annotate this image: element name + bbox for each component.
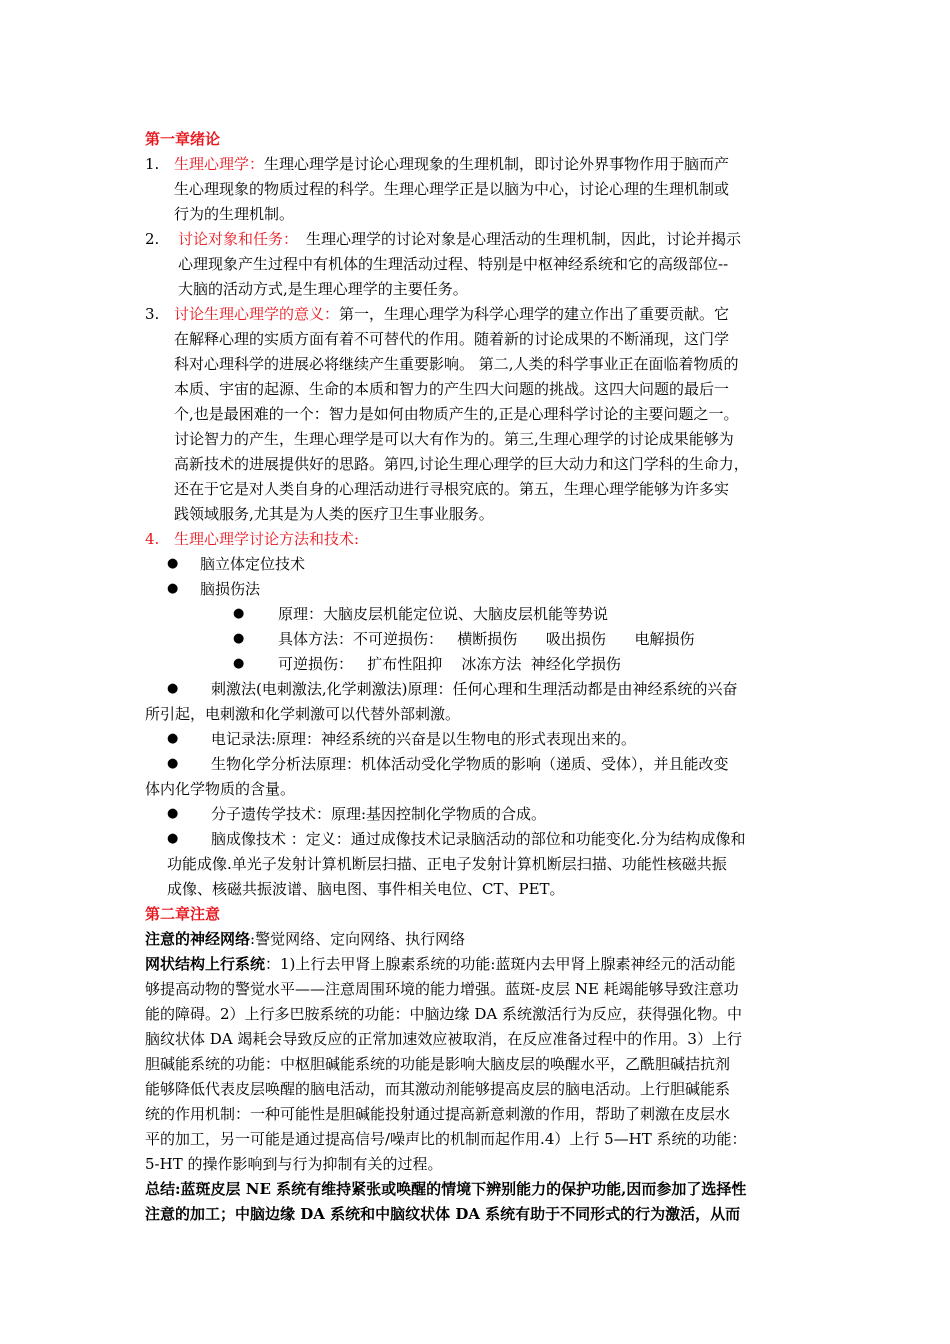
item-3-heading: 讨论生理心理学的意义：: [174, 305, 340, 323]
ras-line-5: 胆碱能系统的功能：中枢胆碱能系统的功能是影响大脑皮层的唤醒水平，乙酰胆碱拮抗剂: [145, 1055, 731, 1073]
ras-line-2: 够提高动物的警觉水平——注意周围环境的能力增强。蓝斑-皮层 NE 耗竭能够导致注意功: [145, 980, 739, 998]
bullet-icon: ●: [167, 731, 179, 746]
item-1-line-1: [174, 153, 729, 177]
ras-line-9: 5-HT 的操作影响到与行为抑制有关的过程。: [145, 1155, 443, 1173]
method-stimulation-line-2: 所引起，电刺激和化学刺激可以代替外部刺激。: [145, 705, 461, 723]
method-imaging-line-2: 功能成像.单光子发射计算机断层扫描、正电子发射计算机断层扫描、功能性核磁共振: [167, 855, 727, 873]
bullet-icon: ●: [233, 656, 245, 671]
method-biochemical-line-2: 体内化学物质的含量。: [145, 780, 296, 798]
chapter-1-title: 第一章绪论: [145, 130, 221, 148]
bullet-icon: ●: [167, 556, 179, 571]
ras-line-7: 统的作用机制：一种可能性是胆碱能投射通过提高新意刺激的作用，帮助了刺激在皮层水: [145, 1105, 731, 1123]
item-4-heading: 生理心理学讨论方法和技术:: [174, 530, 360, 548]
item-3-line-1: [174, 303, 729, 327]
bullet-icon: ●: [167, 756, 179, 771]
ras-text: ：1)上行去甲肾上腺素系统的功能:蓝斑内去甲肾上腺素神经元的活动能: [265, 955, 736, 973]
method-molecular-genetics: 分子遗传学技术：原理:基因控制化学物质的合成。: [211, 805, 547, 823]
item-2-line-2: 心理现象产生过程中有机体的生理活动过程、特别是中枢神经系统和它的高级部位--: [178, 255, 729, 273]
method-biochemical-line-1: 生物化学分析法原理：机体活动受化学物质的影响（递质、受体），并且能改变: [211, 755, 729, 773]
bullet-icon: ●: [233, 606, 245, 621]
ras-line-6: 能够降低代表皮层唤醒的脑电活动，而其激动剂能够提高皮层的脑电活动。上行胆碱能系: [145, 1080, 731, 1098]
chapter-2-title: 第二章注意: [145, 905, 221, 923]
attention-network-label: 注意的神经网络: [145, 930, 251, 948]
item-2-heading: 讨论对象和任务：: [178, 230, 299, 248]
bullet-icon: ●: [233, 631, 245, 646]
item-3-line-4: 本质、宇宙的起源、生命的本质和智力的产生四大问题的挑战。这四大问题的最后一: [174, 380, 730, 398]
method-stimulation-line-1: 刺激法(电刺激法,化学刺激法)原理：任何心理和生理活动都是由神经系统的兴奋: [211, 680, 738, 698]
item-2-number: 2.: [145, 230, 160, 248]
item-2-line-1: [178, 228, 741, 252]
method-electrical-recording: 电记录法:原理：神经系统的兴奋是以生物电的形式表现出来的。: [211, 730, 637, 748]
summary-line-1: 总结:蓝斑皮层 NE 系统有维持紧张或唤醒的情境下辨别能力的保护功能,因而参加了选择性: [145, 1180, 747, 1198]
item-1-text: 生理心理学是讨论心理现象的生理机制，即讨论外界事物作用于脑而产: [264, 155, 730, 173]
item-1-heading: 生理心理学：: [174, 155, 265, 173]
item-3-line-6: 讨论智力的产生，生理心理学是可以大有作为的。第三,生理心理学的讨论成果能够为: [174, 430, 734, 448]
item-3-line-9: 践领域服务,尤其是为人类的医疗卫生事业服务。: [174, 505, 494, 523]
item-3-line-8: 还在于它是对人类自身的心理活动进行寻根究底的。第五，生理心理学能够为许多实: [174, 480, 730, 498]
item-1-number: 1.: [145, 155, 160, 173]
method-imaging-line-1: 脑成像技术 ：定义：通过成像技术记录脑活动的部位和功能变化.分为结构成像和: [211, 830, 746, 848]
item-2-line-3: 大脑的活动方式,是生理心理学的主要任务。: [178, 280, 468, 298]
item-3-line-5: 个,也是最困难的一个：智力是如何由物质产生的,正是心理科学讨论的主要问题之一。: [174, 405, 739, 423]
item-3-line-7: 高新技术的进展提供好的思路。第四,讨论生理心理学的巨大动力和这门学科的生命力，: [174, 455, 749, 473]
item-2-text: 生理心理学的讨论对象是心理活动的生理机制，因此，讨论并揭示: [306, 230, 742, 248]
item-1-line-2: 生心理现象的物质过程的科学。生理心理学正是以脑为中心，讨论心理的生理机制或: [174, 180, 730, 198]
attention-network-text: :警觉网络、定向网络、执行网络: [250, 930, 466, 948]
ras-line-4: 脑纹状体 DA 竭耗会导致反应的正常加速效应被取消，在反应准备过程中的作用。3）上行: [145, 1030, 742, 1048]
ras-label: 网状结构上行系统: [145, 955, 266, 973]
item-3-line-2: 在解释心理的实质方面有着不可替代的作用。随着新的讨论成果的不断涌现，这门学: [174, 330, 730, 348]
method-stereotaxic: 脑立体定位技术: [200, 555, 306, 573]
lesion-specific-methods: 具体方法：不可逆损伤： 横断损伤 吸出损伤 电解损伤: [278, 630, 695, 648]
lesion-reversible: 可逆损伤： 扩布性阻抑 冰冻方法 神经化学损伤: [278, 655, 621, 673]
ras-line-8: 平的加工，另一可能是通过提高信号/噪声比的机制而起作用.4）上行 5—HT 系统的功能：: [145, 1130, 747, 1148]
bullet-icon: ●: [167, 581, 179, 596]
item-3-line-3: 科对心理科学的进展必将继续产生重要影响。 第二,人类的科学事业正在面临着物质的: [174, 355, 739, 373]
method-lesion: 脑损伤法: [200, 580, 261, 598]
method-imaging-line-3: 成像、核磁共振波谱、脑电图、事件相关电位、CT、PET。: [167, 880, 565, 898]
item-3-text: 第一，生理心理学为科学心理学的建立作出了重要贡献。它: [339, 305, 730, 323]
item-3-number: 3.: [145, 305, 160, 323]
bullet-icon: ●: [167, 681, 179, 696]
ras-line-3: 能的障碍。2）上行多巴胺系统的功能：中脑边缘 DA 系统激活行为反应，获得强化物。中: [145, 1005, 742, 1023]
bullet-icon: ●: [167, 806, 179, 821]
item-1-line-3: 行为的生理机制。: [174, 205, 295, 223]
bullet-icon: ●: [167, 831, 179, 846]
item-4-number: 4.: [145, 530, 160, 548]
summary-line-2: 注意的加工；中脑边缘 DA 系统和中脑纹状体 DA 系统有助于不同形式的行为激活，从而: [145, 1205, 741, 1223]
lesion-principle: 原理：大脑皮层机能定位说、大脑皮层机能等势说: [278, 605, 609, 623]
ras-line-1: [145, 953, 735, 977]
attention-network-line: [145, 928, 465, 952]
